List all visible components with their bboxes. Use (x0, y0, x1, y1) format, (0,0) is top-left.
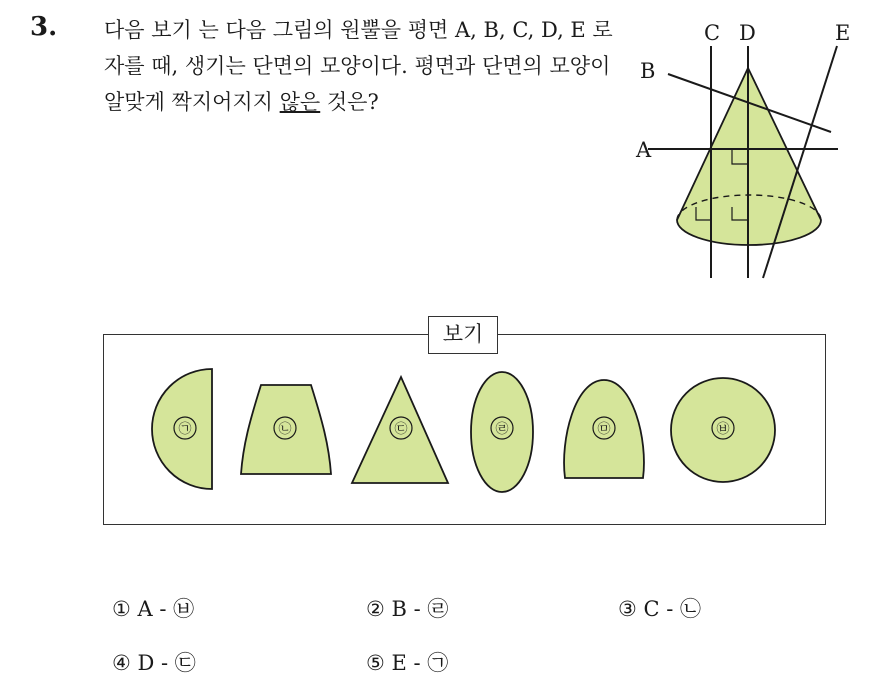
plane-E-label: E (835, 21, 850, 45)
choice-4-num: ④ (112, 651, 131, 675)
shape-5-label: ㉤ (597, 422, 611, 437)
question-number: 3. (30, 12, 58, 42)
shape-2-label: ㉡ (278, 422, 292, 437)
choice-4-text: D - ㉢ (137, 651, 196, 675)
plane-C-label: C (704, 21, 721, 45)
question-text-after: 것은? (320, 90, 379, 114)
shape-3-label: ㉢ (394, 422, 408, 437)
choice-3-text: C - ㉡ (643, 597, 702, 621)
choice-2-num: ② (366, 597, 385, 621)
question-text-underlined: 않은 (279, 90, 321, 114)
shape-6-label: ㉥ (716, 422, 730, 437)
choice-5-num: ⑤ (366, 651, 385, 675)
choice-1-num: ① (112, 597, 131, 621)
choice-2[interactable] (366, 593, 448, 623)
choice-1-text: A - ㉥ (137, 597, 195, 621)
plane-D-label: D (739, 21, 756, 45)
choice-1[interactable] (112, 593, 194, 623)
choice-3[interactable] (618, 593, 701, 623)
question-text-before: 다음 보기 는 다음 그림의 원뿔을 평면 A, B, C, D, E 로 자를 때, 생기는 단면의 모양이다. 평면과 단면의 모양이 알맞게 짝지어지지 (104, 18, 613, 114)
choice-5-text: E - ㉠ (391, 651, 449, 675)
choice-5[interactable] (366, 647, 448, 677)
choice-3-num: ③ (618, 597, 637, 621)
choice-4[interactable] (112, 647, 196, 677)
plane-A-label: A (636, 138, 652, 162)
shape-4-label: ㉣ (495, 422, 509, 437)
choice-2-text: B - ㉣ (391, 597, 449, 621)
examples-box-title: 보기 (428, 316, 498, 354)
plane-B-label: B (640, 59, 656, 83)
shape-1-label: ㉠ (178, 422, 192, 437)
